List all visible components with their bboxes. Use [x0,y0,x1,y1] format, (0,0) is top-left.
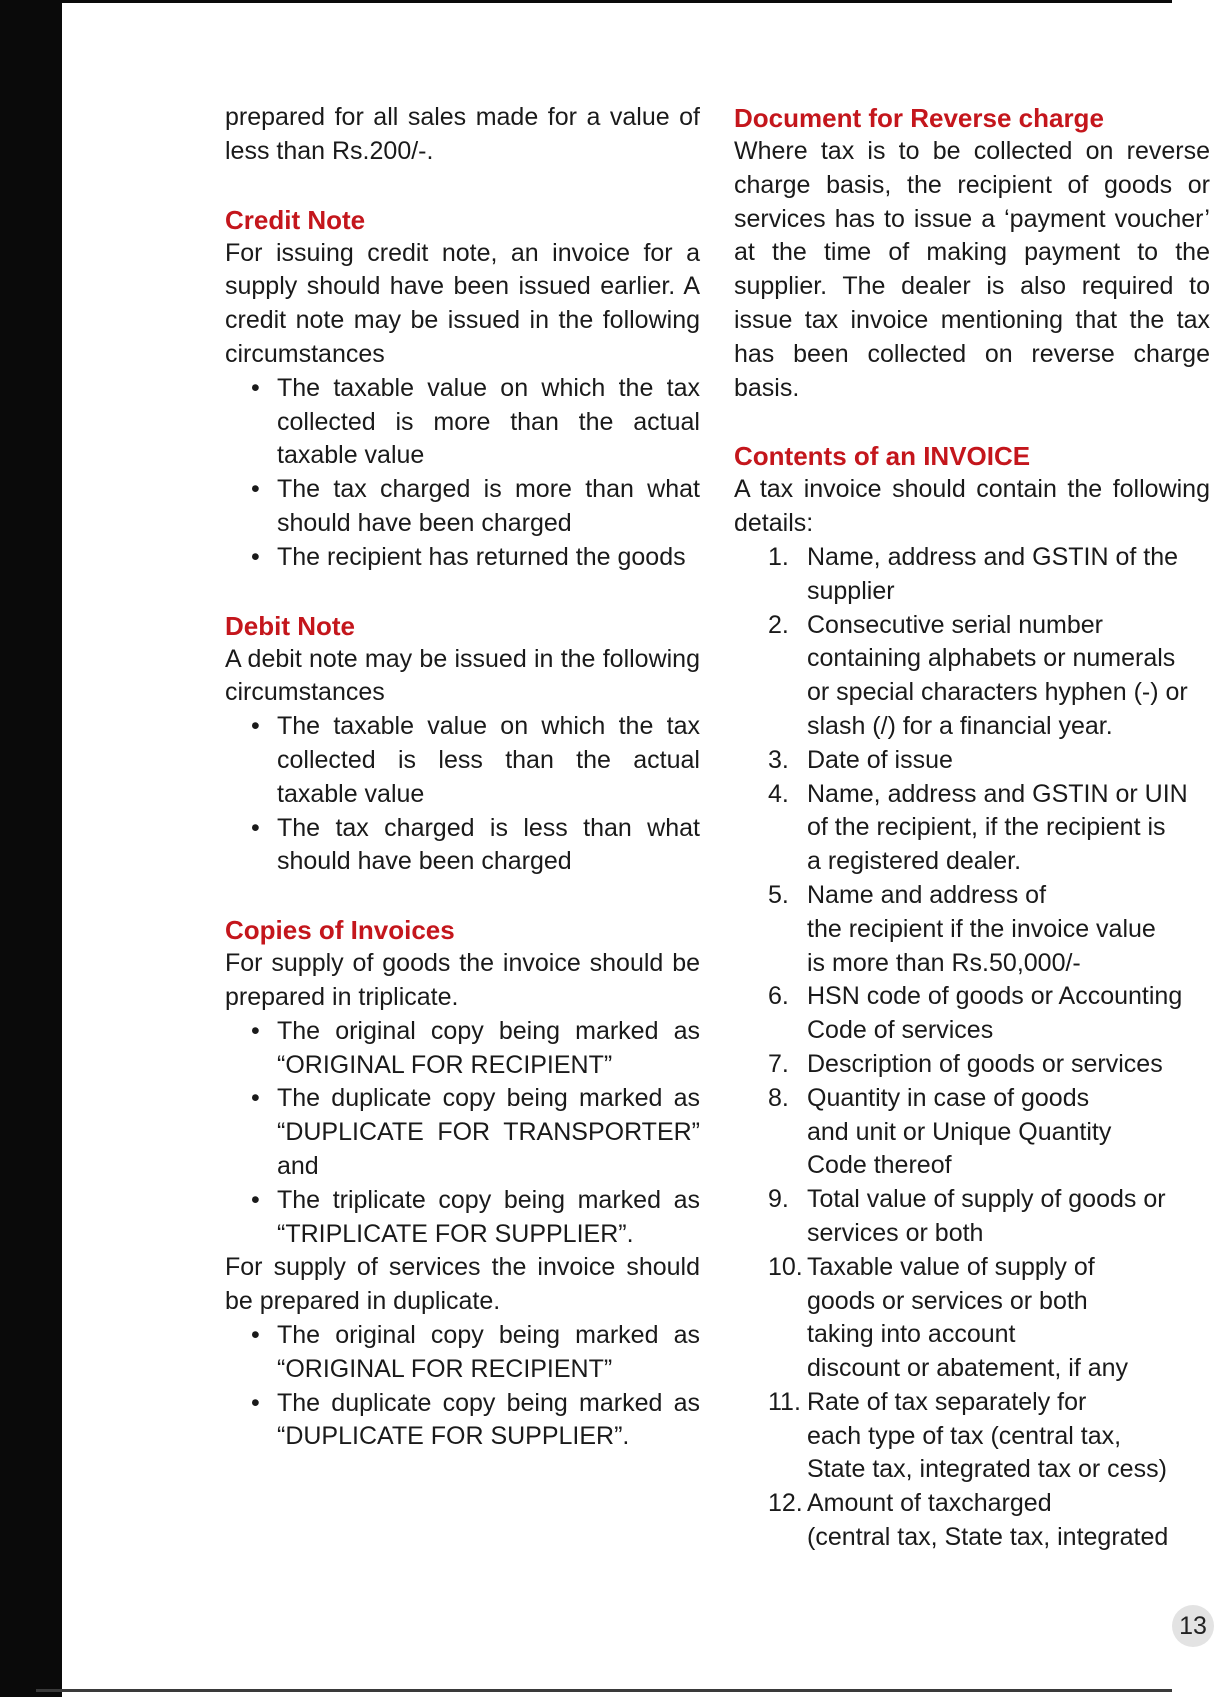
copies-services-text: For supply of services the invoice should be prepared in duplicate. [225,1253,700,1316]
list-item [768,778,1210,879]
item-number: 2. [768,610,789,639]
item-line: Rate of tax separately for [807,1387,1087,1416]
item-number: 7. [768,1049,789,1078]
item-line: Quantity in case of goods [807,1083,1090,1112]
list-item [768,1082,1210,1183]
list-item: • The original copy being marked as “ORIGINAL FOR RECIPIENT” [277,1319,700,1387]
item-line: and unit or Unique Quantity [807,1117,1112,1146]
item-line: discount or abatement, if any [807,1354,1129,1383]
list-item [768,1487,1210,1555]
copies-services-list [225,1319,700,1454]
item-line: Code of services [807,1016,994,1045]
item-line: a registered dealer. [807,847,1022,876]
invoice-contents-heading: Contents of an INVOICE [734,441,1031,472]
list-item [768,1251,1210,1386]
item-line: Total value of supply of goods or [807,1185,1166,1214]
document-page [62,3,1210,1689]
copies-heading: Copies of Invoices [225,915,455,946]
list-item: • The taxable value on which the tax collected is more than the actual taxable value [277,372,700,473]
list-item: • The triplicate copy being marked as “TRIPLICATE FOR SUPPLIER”. [277,1184,700,1252]
list-item [768,541,1210,609]
page-number: 13 [1172,1605,1214,1647]
invoice-contents-list [734,541,1210,1555]
bottom-border-rule [36,1689,1172,1692]
item-line: supplier [807,576,895,605]
list-item: • The tax charged is less than what should have been charged [277,812,700,880]
credit-note-list [225,372,700,575]
list-item [768,744,1210,778]
item-line: (central tax, State tax, integrated [807,1523,1169,1552]
item-number: 8. [768,1083,789,1112]
debit-note-list [225,710,700,879]
reverse-charge-heading: Document for Reverse charge [734,103,1104,133]
list-item: • The duplicate copy being marked as “DUPLICATE FOR SUPPLIER”. [277,1387,700,1455]
item-line: State tax, integrated tax or cess) [807,1455,1167,1484]
list-item [768,1048,1210,1082]
copies-goods-list [225,1015,700,1252]
list-item [768,980,1210,1048]
item-number: 9. [768,1185,789,1214]
item-number: 12. [768,1489,803,1518]
item-line: the recipient if the invoice value [807,914,1156,943]
reverse-charge-text: Where tax is to be collected on reverse charge basis, the recipient of goods or services has to issue a ‘payment voucher’ at the time of making payment to the supplier. The dealer is also required to issue tax invoice mentioning that the tax has been collected on reverse charge basis. [734,137,1210,402]
item-line: each type of tax (central tax, [807,1421,1122,1450]
item-line: Date of issue [807,745,953,774]
item-line: Description of goods or services [807,1049,1163,1078]
item-line: Code thereof [807,1151,952,1180]
item-number: 6. [768,982,789,1011]
credit-note-text: For issuing credit note, an invoice for a supply should have been issued earlier. A credit note may be issued in the following circumstances [225,238,700,368]
item-line: of the recipient, if the recipient is [807,813,1166,842]
left-column [225,101,700,1454]
copies-goods-text: For supply of goods the invoice should be prepared in triplicate. [225,949,700,1011]
list-item: • The taxable value on which the tax collected is less than the actual taxable value [277,710,700,811]
item-number: 4. [768,779,789,808]
item-number: 5. [768,880,789,909]
item-line: HSN code of goods or Accounting [807,982,1183,1011]
credit-note-heading: Credit Note [225,204,366,235]
list-item [768,1386,1210,1487]
item-line: goods or services or both [807,1286,1088,1315]
list-item: • The recipient has returned the goods [277,541,700,575]
debit-note-heading: Debit Note [225,610,355,641]
intro-text: prepared for all sales made for a value of less than Rs.200/-. [225,103,700,165]
list-item [768,609,1210,744]
list-item [768,1183,1210,1251]
item-line: Name, address and GSTIN of the [807,542,1179,571]
invoice-contents-text: A tax invoice should contain the following details: [734,475,1210,538]
list-item [768,879,1210,980]
debit-note-text: A debit note may be issued in the following circumstances [225,644,700,707]
item-line: slash (/) for a financial year. [807,711,1113,740]
item-number: 10. [768,1252,803,1281]
item-number: 3. [768,745,789,774]
left-border-bar [0,0,62,1697]
right-column [734,101,1210,1555]
item-line: Name and address of [807,880,1047,909]
item-line: services or both [807,1218,984,1247]
list-item: • The original copy being marked as “ORIGINAL FOR RECIPIENT” [277,1015,700,1083]
item-line: Name, address and GSTIN or UIN [807,779,1188,808]
list-item: • The tax charged is more than what should have been charged [277,473,700,541]
item-line: Consecutive serial number [807,610,1103,639]
item-line: taking into account [807,1320,1016,1349]
item-line: or special characters hyphen (-) or [807,678,1188,707]
item-line: containing alphabets or numerals [807,644,1176,673]
list-item: • The duplicate copy being marked as “DUPLICATE FOR TRANSPORTER” and [277,1082,700,1183]
item-number: 1. [768,542,789,571]
item-line: Amount of taxcharged [807,1489,1052,1518]
item-number: 11. [768,1387,801,1416]
item-line: is more than Rs.50,000/- [807,948,1081,977]
item-line: Taxable value of supply of [807,1252,1095,1281]
